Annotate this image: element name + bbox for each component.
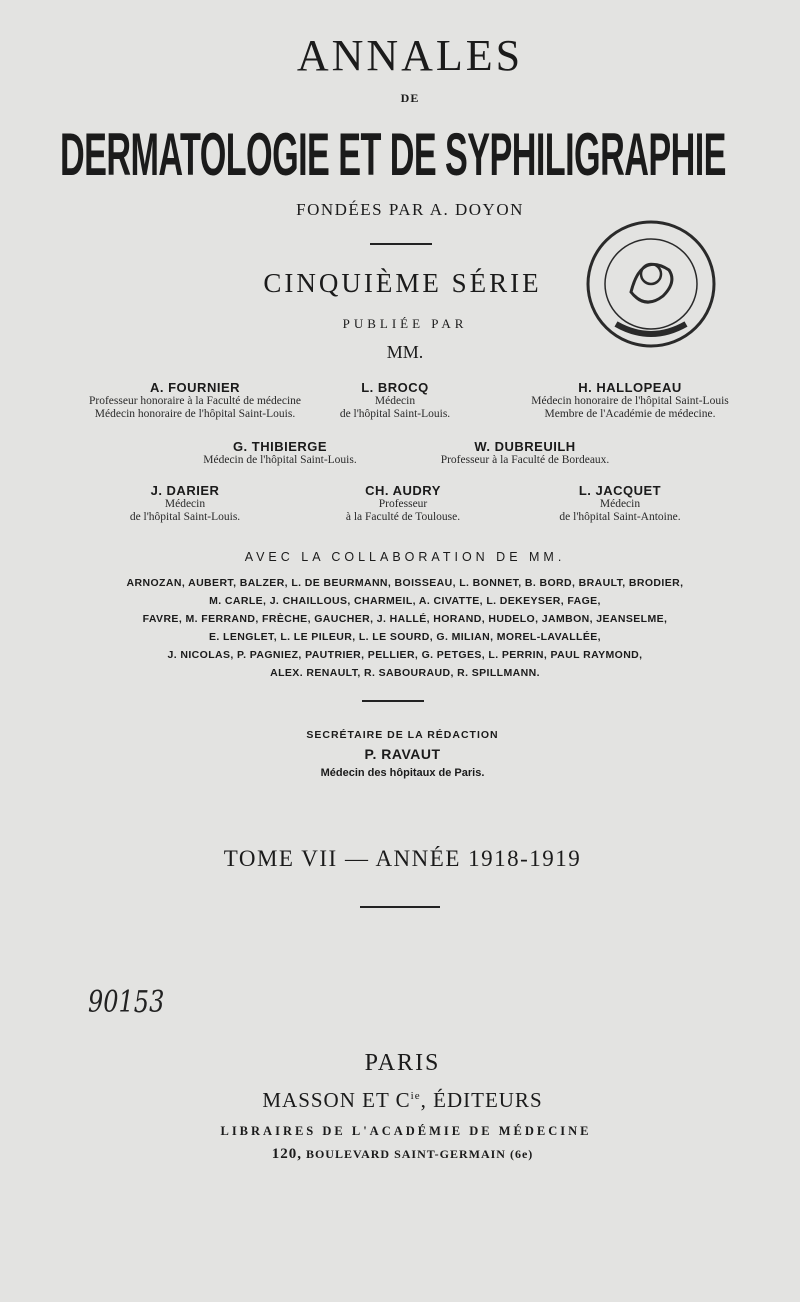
collaborators-line: ALEX. RENAULT, R. SABOURAUD, R. SPILLMANN. <box>270 667 540 679</box>
editor-audry <box>313 483 493 524</box>
secretary-name: P. RAVAUT <box>364 746 441 762</box>
address-street: BOULEVARD SAINT-GERMAIN (6e) <box>305 1147 534 1161</box>
imprint-address <box>0 1146 800 1163</box>
library-stamp-icon <box>581 214 721 354</box>
editor-fournier <box>55 380 335 421</box>
editor-role: Professeur à la Faculté de Bordeaux. <box>440 454 610 466</box>
editor-role: de l'hôpital Saint-Louis. <box>339 408 451 420</box>
published-by: PUBLIÉE PAR <box>342 316 468 331</box>
divider <box>370 243 432 245</box>
editor-name: J. DARIER <box>150 483 220 498</box>
imprint-publisher <box>0 1088 800 1113</box>
editor-brocq <box>315 380 475 421</box>
collaborators-line: J. NICOLAS, P. PAGNIEZ, PAUTRIER, PELLIER, G. PETGES, L. PERRIN, PAUL RAYMOND, <box>167 649 643 661</box>
imprint-city: PARIS <box>364 1050 441 1076</box>
journal-title: ANNALES <box>296 31 524 80</box>
editor-hallopeau <box>480 380 780 421</box>
divider <box>362 700 424 702</box>
secretary-role: Médecin des hôpitaux de Paris. <box>320 767 485 779</box>
editor-name: A. FOURNIER <box>150 380 240 395</box>
publisher-sup: ie <box>410 1090 421 1102</box>
collaborators-list <box>0 574 800 682</box>
editor-role: de l'hôpital Saint-Louis. <box>129 511 241 523</box>
mm-label: MM. <box>386 342 424 362</box>
collaborators-line: ARNOZAN, AUBERT, BALZER, L. DE BEURMANN, BOISSEAU, L. BONNET, B. BORD, BRAULT, BRODIER, <box>126 577 684 589</box>
editor-name: W. DUBREUILH <box>474 439 576 454</box>
volume-year: TOME VII — ANNÉE 1918-1919 <box>223 846 582 871</box>
accession-number: 90153 <box>88 985 165 1020</box>
editor-role: Professeur honoraire à la Faculté de médecine <box>88 395 302 407</box>
editor-role: Médecin honoraire de l'hôpital Saint-Louis <box>531 395 729 407</box>
title-de: DE <box>400 91 420 105</box>
editor-thibierge <box>160 439 400 467</box>
editor-name: CH. AUDRY <box>365 483 441 498</box>
editor-role: Membre de l'Académie de médecine. <box>544 408 716 420</box>
editor-name: H. HALLOPEAU <box>578 380 682 395</box>
editor-role: Médecin <box>164 498 206 510</box>
journal-subtitle <box>60 120 750 190</box>
series: CINQUIÈME SÉRIE <box>263 268 542 298</box>
collaborators-line: M. CARLE, J. CHAILLOUS, CHARMEIL, A. CIVATTE, L. DEKEYSER, FAGE, <box>209 595 601 607</box>
publisher-name: MASSON ET C <box>262 1088 411 1112</box>
editor-dubreuilh <box>410 439 640 467</box>
address-number: 120, <box>271 1146 302 1162</box>
editor-role: Professeur <box>378 498 428 510</box>
secretary-label: SECRÉTAIRE DE LA RÉDACTION <box>306 729 499 741</box>
editor-darier <box>95 483 275 524</box>
divider <box>360 906 440 908</box>
imprint-libraires: LIBRAIRES DE L'ACADÉMIE DE MÉDECINE <box>220 1124 592 1138</box>
editor-role: Médecin <box>599 498 641 510</box>
editor-name: L. BROCQ <box>361 380 429 395</box>
collaborators-line: E. LENGLET, L. LE PILEUR, L. LE SOURD, G. MILIAN, MOREL-LAVALLÉE, <box>209 631 601 643</box>
editor-name: L. JACQUET <box>578 483 662 498</box>
editor-role: Médecin honoraire de l'hôpital Saint-Louis. <box>94 408 296 420</box>
founded-by: FONDÉES PAR A. DOYON <box>296 200 524 219</box>
editor-jacquet <box>525 483 715 524</box>
publisher-tail: , ÉDITEURS <box>420 1088 543 1112</box>
editor-name: G. THIBIERGE <box>232 439 328 454</box>
editor-role: Médecin <box>374 395 416 407</box>
collaborators-line: FAVRE, M. FERRAND, FRÈCHE, GAUCHER, J. HALLÉ, HORAND, HUDELO, JAMBON, JEANSELME, <box>142 613 668 625</box>
editor-role: à la Faculté de Toulouse. <box>345 511 461 523</box>
collaboration-heading: AVEC LA COLLABORATION DE MM. <box>244 550 566 564</box>
journal-subtitle-text: DERMATOLOGIE ET DE SYPHILIGRAPHIE <box>60 121 726 188</box>
editor-role: Médecin de l'hôpital Saint-Louis. <box>203 454 357 466</box>
editor-role: de l'hôpital Saint-Antoine. <box>559 511 681 523</box>
